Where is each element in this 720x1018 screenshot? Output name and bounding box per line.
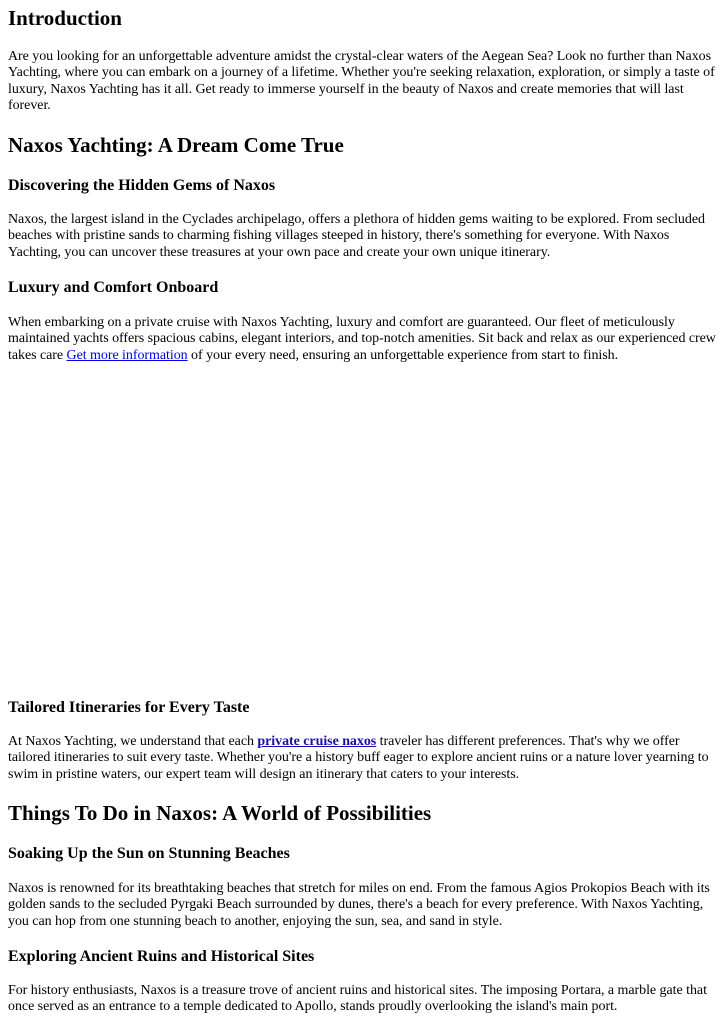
section-heading-things-to-do: Things To Do in Naxos: A World of Possibilities: [8, 801, 432, 825]
subheading-ruins: Exploring Ancient Ruins and Historical Sites: [8, 948, 315, 965]
paragraph-ruins: For history enthusiasts, Naxos is a treasure trove of ancient ruins and historical sites. The imposing Portara, a marble gate that once served as an entrance to a temple dedicated to Apollo, stands proudly overlooking the island's main port.: [8, 983, 707, 1015]
intro-paragraph: Are you looking for an unforgettable adventure amidst the crystal-clear waters of the Aegean Sea? Look no further than Naxos Yachting, where you can embark on a journey of a lifetime. Whether you're seeking relaxation, exploration, or simply a taste of luxury, Naxos Yachting has it all. Get ready to immerse yourself in the beauty of Naxos and create memories that will last forever.: [8, 49, 715, 113]
subheading-hidden-gems: Discovering the Hidden Gems of Naxos: [8, 177, 276, 194]
blank-space: [8, 392, 716, 692]
luxury-text-after: of your every need, ensuring an unforgettable experience from start to finish.: [187, 347, 619, 363]
subheading-beaches: Soaking Up the Sun on Stunning Beaches: [8, 845, 290, 862]
subheading-luxury: Luxury and Comfort Onboard: [8, 279, 219, 296]
paragraph-beaches: Naxos is renowned for its breathtaking beaches that stretch for miles on end. From the famous Agios Prokopios Beach with its golden sands to the secluded Pyrgaki Beach surrounded by dunes, there's a beach for every preference. With Naxos Yachting, you can hop from one stunning beach to another, enjoying the sun, sea, and sand in style.: [8, 881, 710, 929]
paragraph-luxury: [8, 315, 716, 364]
paragraph-hidden-gems: Naxos, the largest island in the Cyclades archipelago, offers a plethora of hidden gems waiting to be explored. From secluded beaches with pristine sands to charming fishing villages steeped in history, there's something for everyone. With Naxos Yachting, you can uncover these treasures at your own pace and create your own unique itinerary.: [8, 212, 705, 260]
tailored-text-before: At Naxos Yachting, we understand that each: [8, 734, 258, 749]
intro-heading: Introduction: [8, 6, 122, 30]
subheading-tailored: Tailored Itineraries for Every Taste: [8, 699, 250, 716]
paragraph-tailored: [8, 734, 716, 783]
tailored-text-after: traveler has different preferences. That's why we offer tailored itineraries to suit every taste. Whether you're a history buff eager to explore ancient ruins or a nature lover yearning to swim in pristine waters, our expert team will design an itinerary that caters to your interests.: [8, 734, 709, 782]
private-cruise-naxos-link[interactable]: private cruise naxos: [257, 734, 377, 749]
luxury-text-before: When embarking on a private cruise with Naxos Yachting, luxury and comfort are guaranteed. Our fleet of meticulously maintained yachts offers spacious cabins, elegant interiors, and top-notch amenities. Sit back and relax as our experienced crew takes care: [8, 315, 716, 363]
get-more-information-link[interactable]: Get more information: [66, 347, 188, 363]
section-heading-naxos-yachting: Naxos Yachting: A Dream Come True: [8, 133, 344, 157]
